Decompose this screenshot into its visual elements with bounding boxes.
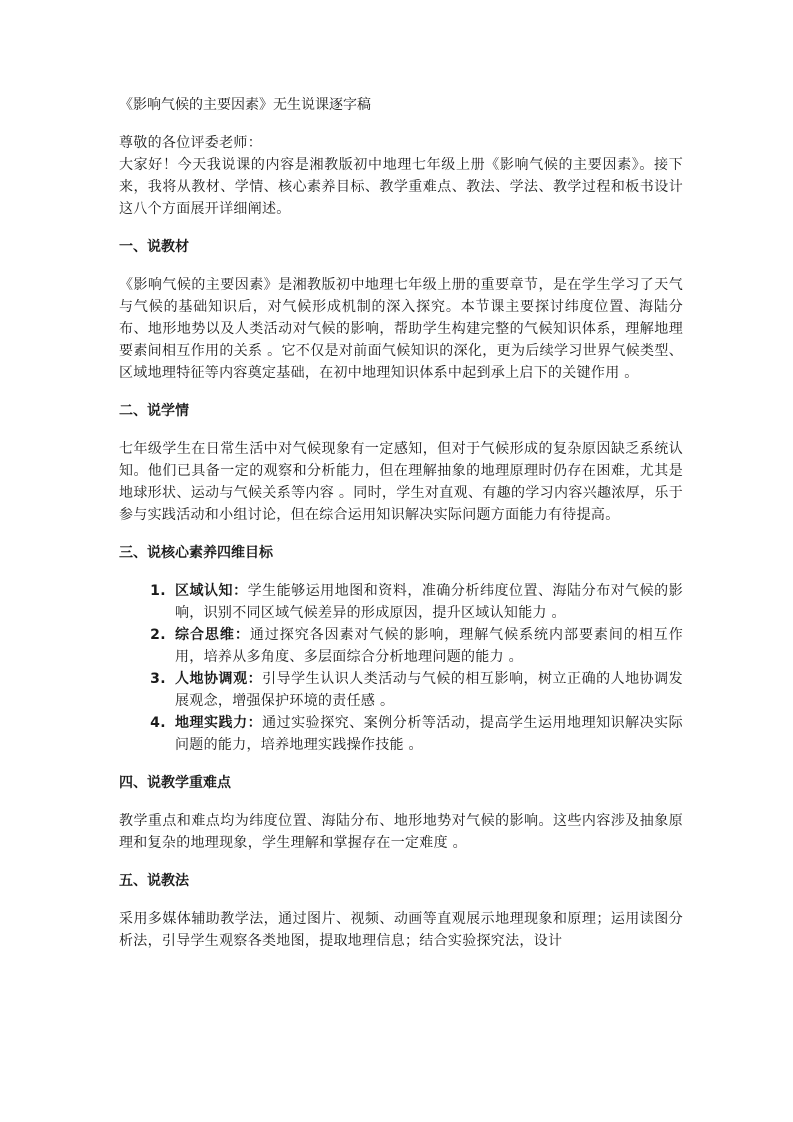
goal-text: 引导学生认识人类活动与气候的相互影响，树立正确的人地协调发展观念，增强保护环境的责任感 。 [175, 671, 683, 709]
section-text-methods: 采用多媒体辅助教学法，通过图片、视频、动画等直观展示地理现象和原理；运用读图分析法，引导学生观察各类地图，提取地理信息；结合实验探究法，设计 [119, 911, 683, 949]
goal-item [171, 580, 683, 624]
goal-term: 人地协调观： [175, 671, 263, 687]
section-heading-methods: 五、说教法 [119, 873, 189, 889]
section-text-students: 七年级学生在日常生活中对气候现象有一定感知，但对于气候形成的复杂原因缺乏系统认知。他们已具备一定的观察和分析能力，但在理解抽象的地理原理时仍存在困难，尤其是地球形状、运动与气候关系等内容 。同时，学生对直观、有趣的学习内容兴趣浓厚，乐于参与实践活动和小组讨论，但在综合运用知识解决实际问题方面能力有待提高。 [119, 441, 683, 523]
goal-item [171, 668, 683, 712]
goals-list [119, 580, 683, 756]
goal-term: 地理实践力： [175, 715, 263, 731]
goal-item [171, 624, 683, 668]
document-title: 《影响气候的主要因素》无生说课逐字稿 [119, 97, 371, 113]
goal-text: 学生能够运用地图和资料，准确分析纬度位置、海陆分布对气候的影响，识别不同区域气候差异的形成原因，提升区域认知能力 。 [175, 583, 684, 621]
section-heading-students: 二、说学情 [119, 403, 189, 419]
goal-text: 通过实验探究、案例分析等活动，提高学生运用地理知识解决实际问题的能力，培养地理实践操作技能 。 [175, 715, 683, 753]
goal-item [171, 712, 683, 756]
goal-term: 综合思维： [175, 627, 250, 643]
goal-text: 通过探究各因素对气候的影响，理解气候系统内部要素间的相互作用，培养从多角度、多层面综合分析地理问题的能力 。 [175, 627, 684, 665]
section-heading-key-points: 四、说教学重难点 [119, 775, 231, 791]
section-heading-textbook: 一、说教材 [119, 239, 189, 255]
greeting: 尊敬的各位评委老师： [119, 135, 262, 151]
goal-term: 区域认知： [175, 583, 248, 599]
section-heading-goals: 三、说核心素养四维目标 [119, 545, 273, 561]
intro-paragraph: 大家好！今天我说课的内容是湘教版初中地理七年级上册《影响气候的主要因素》。接下来，我将从教材、学情、核心素养目标、教学重难点、教法、学法、教学过程和板书设计这八个方面展开详细阐述。 [119, 157, 683, 217]
section-text-key-points: 教学重点和难点均为纬度位置、海陆分布、地形地势对气候的影响。这些内容涉及抽象原理和复杂的地理现象，学生理解和掌握存在一定难度 。 [119, 813, 683, 851]
section-text-textbook: 《影响气候的主要因素》是湘教版初中地理七年级上册的重要章节，是在学生学习了天气与气候的基础知识后，对气候形成机制的深入探究。本节课主要探讨纬度位置、海陆分布、地形地势以及人类活动对气候的影响，帮助学生构建完整的气候知识体系，理解地理要素间相互作用的关系 。它不仅是对前面气候知识的深化，更为后续学习世界气候类型、区域地理特征等内容奠定基础，在初中地理知识体系中起到承上启下的关键作用 。 [119, 277, 683, 381]
